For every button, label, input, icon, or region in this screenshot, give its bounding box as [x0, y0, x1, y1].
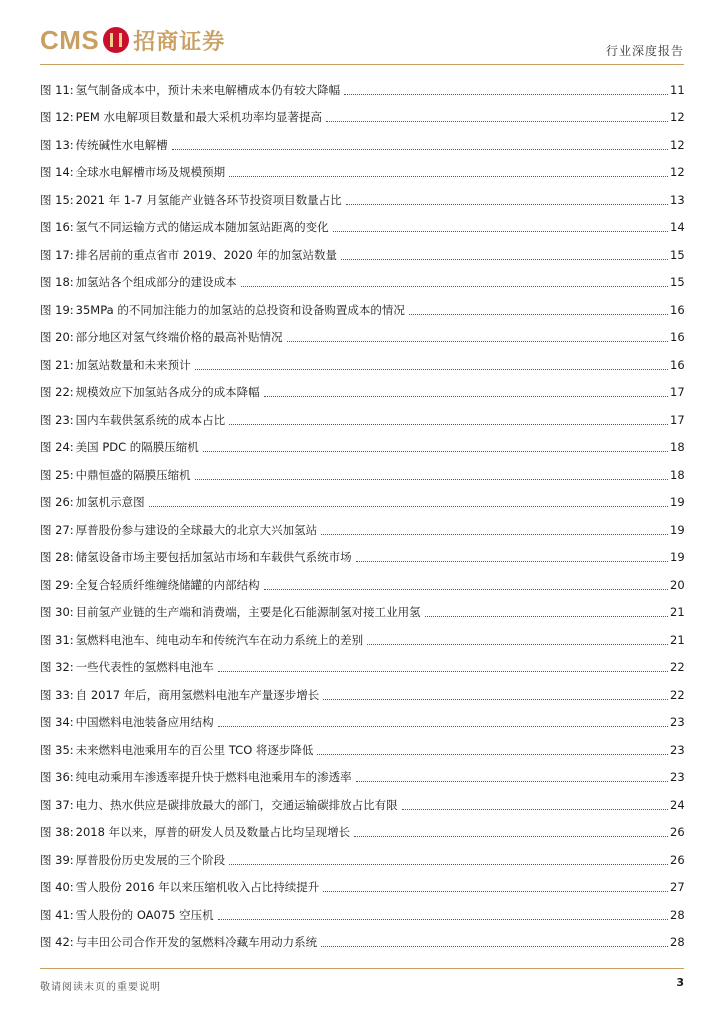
- figure-title: 雪人股份的 OA075 空压机: [75, 907, 214, 922]
- figure-title: 氢气制备成本中，预计未来电解槽成本仍有较大降幅: [75, 82, 341, 97]
- figure-number: 图 38:: [40, 825, 74, 840]
- toc-entry[interactable]: [40, 874, 684, 902]
- figure-number: 图 28:: [40, 550, 74, 565]
- dot-leader: [346, 203, 668, 205]
- figure-title: 雪人股份 2016 年以来压缩机收入占比持续提升: [75, 880, 320, 895]
- figure-page-number: 12: [670, 165, 685, 180]
- figure-number: 图 41:: [40, 907, 74, 922]
- figure-title: 自 2017 年后，商用氢燃料电池车产量逐步增长: [75, 687, 320, 702]
- dot-leader: [218, 670, 668, 672]
- toc-entry[interactable]: [40, 159, 684, 187]
- dot-leader: [287, 340, 668, 342]
- dot-leader: [149, 505, 668, 507]
- figure-number: 图 30:: [40, 605, 74, 620]
- toc-entry[interactable]: [40, 654, 684, 682]
- toc-entry[interactable]: [40, 131, 684, 159]
- page-header: [0, 0, 724, 70]
- dot-leader: [354, 835, 668, 837]
- dot-leader: [264, 395, 668, 397]
- report-type-label: 行业深度报告: [605, 44, 684, 58]
- figure-title: 目前氢产业链的生产端和消费端，主要是化石能源制氢对接工业用氢: [75, 605, 421, 620]
- figure-number: 图 37:: [40, 797, 74, 812]
- dot-leader: [218, 918, 668, 920]
- figure-number: 图 19:: [40, 302, 74, 317]
- dot-leader: [409, 313, 668, 315]
- dot-leader: [229, 423, 668, 425]
- figure-page-number: 21: [670, 632, 685, 647]
- figure-page-number: 16: [670, 302, 685, 317]
- dot-leader: [367, 643, 668, 645]
- dot-leader: [323, 890, 668, 892]
- toc-entry[interactable]: [40, 791, 684, 819]
- figure-title: 美国 PDC 的隔膜压缩机: [75, 440, 199, 455]
- figure-page-number: 28: [670, 935, 685, 950]
- figure-page-number: 20: [670, 577, 685, 592]
- figure-title: 中鼎恒盛的隔膜压缩机: [75, 467, 191, 482]
- figure-page-number: 22: [670, 687, 685, 702]
- figure-number: 图 13:: [40, 137, 74, 152]
- figure-number: 图 40:: [40, 880, 74, 895]
- toc-entry[interactable]: [40, 296, 684, 324]
- page-number: 3: [676, 976, 684, 989]
- figure-number: 图 25:: [40, 467, 74, 482]
- figure-number: 图 23:: [40, 412, 74, 427]
- dot-leader: [264, 588, 668, 590]
- figure-page-number: 26: [670, 852, 685, 867]
- dot-leader: [344, 93, 668, 95]
- figure-title: 未来燃料电池乘用车的百公里 TCO 将逐步降低: [75, 742, 314, 757]
- footer-divider: [40, 968, 684, 969]
- toc-entry[interactable]: [40, 901, 684, 929]
- figure-page-number: 18: [670, 467, 685, 482]
- dot-leader: [229, 175, 668, 177]
- toc-entry[interactable]: [40, 104, 684, 132]
- toc-entry[interactable]: [40, 544, 684, 572]
- figure-number: 图 39:: [40, 852, 74, 867]
- dot-leader: [203, 450, 668, 452]
- figure-title: 2021 年 1-7 月氢能产业链各环节投资项目数量占比: [75, 192, 342, 207]
- figure-number: 图 24:: [40, 440, 74, 455]
- figure-number: 图 11:: [40, 82, 74, 97]
- figure-number: 图 21:: [40, 357, 74, 372]
- figure-number: 图 33:: [40, 687, 74, 702]
- figure-page-number: 28: [670, 907, 685, 922]
- figure-number: 图 20:: [40, 330, 74, 345]
- figure-page-number: 23: [670, 715, 685, 730]
- figure-page-number: 18: [670, 440, 685, 455]
- figure-page-number: 13: [670, 192, 685, 207]
- figure-page-number: 23: [670, 742, 685, 757]
- figure-title: 氢气不同运输方式的储运成本随加氢站距离的变化: [75, 220, 329, 235]
- figure-page-number: 16: [670, 357, 685, 372]
- figure-number: 图 12:: [40, 110, 74, 125]
- toc-entry[interactable]: [40, 626, 684, 654]
- dot-leader: [218, 725, 668, 727]
- figure-page-number: 11: [670, 82, 685, 97]
- toc-entry[interactable]: [40, 846, 684, 874]
- figure-page-number: 26: [670, 825, 685, 840]
- toc-entry[interactable]: [40, 214, 684, 242]
- dot-leader: [229, 863, 668, 865]
- figure-page-number: 16: [670, 330, 685, 345]
- figure-title: 部分地区对氢气终端价格的最高补贴情况: [75, 330, 283, 345]
- logo-latin-text: CMS: [40, 24, 100, 55]
- figure-title: 加氢站数量和未来预计: [75, 357, 191, 372]
- toc-entry[interactable]: [40, 819, 684, 847]
- dot-leader: [341, 258, 668, 260]
- dot-leader: [356, 780, 668, 782]
- figure-title: 全复合轻质纤维缠绕储罐的内部结构: [75, 577, 260, 592]
- toc-entry[interactable]: [40, 599, 684, 627]
- dot-leader: [356, 560, 668, 562]
- figure-number: 图 32:: [40, 660, 74, 675]
- dot-leader: [333, 230, 668, 232]
- figure-title: 排名居前的重点省市 2019、2020 年的加氢站数量: [75, 247, 338, 262]
- figure-number: 图 26:: [40, 495, 74, 510]
- footer-disclaimer: 敬请阅读末页的重要说明: [40, 982, 161, 993]
- figure-title: 与丰田公司合作开发的氢燃料冷藏车用动力系统: [75, 935, 318, 950]
- figure-title: 国内车载供氢系统的成本占比: [75, 412, 226, 427]
- cms-logo: [40, 24, 225, 56]
- figure-title: 纯电动乘用车渗透率提升快于燃料电池乘用车的渗透率: [75, 770, 352, 785]
- figure-page-number: 17: [670, 412, 685, 427]
- dot-leader: [172, 148, 668, 150]
- logo-emblem-icon: [103, 27, 129, 53]
- figure-number: 图 14:: [40, 165, 74, 180]
- figure-title: 厚普股份参与建设的全球最大的北京大兴加氢站: [75, 522, 318, 537]
- toc-entry[interactable]: [40, 764, 684, 792]
- dot-leader: [195, 368, 668, 370]
- figure-number: 图 18:: [40, 275, 74, 290]
- dot-leader: [402, 808, 668, 810]
- toc-entry[interactable]: [40, 406, 684, 434]
- figure-page-number: 12: [670, 110, 685, 125]
- figure-title: 一些代表性的氢燃料电池车: [75, 660, 214, 675]
- figure-page-number: 27: [670, 880, 685, 895]
- toc-entry[interactable]: [40, 709, 684, 737]
- figure-page-number: 24: [670, 797, 685, 812]
- figure-page-number: 12: [670, 137, 685, 152]
- figure-list: [40, 76, 684, 956]
- toc-entry[interactable]: [40, 571, 684, 599]
- toc-entry[interactable]: [40, 736, 684, 764]
- figure-page-number: 17: [670, 385, 685, 400]
- figure-page-number: 21: [670, 605, 685, 620]
- figure-title: 传统碱性水电解槽: [75, 137, 168, 152]
- figure-title: 储氢设备市场主要包括加氢站市场和车载供气系统市场: [75, 550, 352, 565]
- figure-title: 2018 年以来，厚普的研发人员及数量占比均呈现增长: [75, 825, 351, 840]
- toc-entry[interactable]: [40, 76, 684, 104]
- figure-number: 图 31:: [40, 632, 74, 647]
- figure-title: 厚普股份历史发展的三个阶段: [75, 852, 226, 867]
- figure-page-number: 14: [670, 220, 685, 235]
- toc-entry[interactable]: [40, 379, 684, 407]
- figure-title: PEM 水电解项目数量和最大采机功率均显著提高: [75, 110, 322, 125]
- toc-entry[interactable]: [40, 461, 684, 489]
- figure-title: 电力、热水供应是碳排放最大的部门，交通运输碳排放占比有限: [75, 797, 398, 812]
- figure-number: 图 35:: [40, 742, 74, 757]
- toc-entry[interactable]: [40, 186, 684, 214]
- toc-entry[interactable]: [40, 351, 684, 379]
- figure-title: 全球水电解槽市场及规模预期: [75, 165, 226, 180]
- figure-number: 图 22:: [40, 385, 74, 400]
- figure-number: 图 27:: [40, 522, 74, 537]
- figure-number: 图 16:: [40, 220, 74, 235]
- figure-number: 图 36:: [40, 770, 74, 785]
- logo-chinese-text: 招商证券: [133, 29, 226, 55]
- figure-title: 加氢机示意图: [75, 495, 145, 510]
- figure-title: 规模效应下加氢站各成分的成本降幅: [75, 385, 260, 400]
- figure-number: 图 17:: [40, 247, 74, 262]
- figure-page-number: 19: [670, 522, 685, 537]
- dot-leader: [425, 615, 668, 617]
- toc-entry[interactable]: [40, 489, 684, 517]
- toc-entry[interactable]: [40, 434, 684, 462]
- figure-number: 图 34:: [40, 715, 74, 730]
- figure-title: 加氢站各个组成部分的建设成本: [75, 275, 237, 290]
- figure-number: 图 42:: [40, 935, 74, 950]
- figure-title: 氢燃料电池车、纯电动车和传统汽车在动力系统上的差别: [75, 632, 364, 647]
- toc-entry[interactable]: [40, 516, 684, 544]
- toc-entry[interactable]: [40, 324, 684, 352]
- figure-page-number: 15: [670, 275, 685, 290]
- dot-leader: [241, 285, 668, 287]
- toc-entry[interactable]: [40, 929, 684, 957]
- figure-title: 中国燃料电池装备应用结构: [75, 715, 214, 730]
- figure-page-number: 19: [670, 495, 685, 510]
- figure-page-number: 19: [670, 550, 685, 565]
- header-divider: [40, 64, 684, 65]
- figure-number: 图 15:: [40, 192, 74, 207]
- dot-leader: [195, 478, 668, 480]
- figure-title: 35MPa 的不同加注能力的加氢站的总投资和设备购置成本的情况: [75, 302, 405, 317]
- figure-page-number: 15: [670, 247, 685, 262]
- dot-leader: [323, 698, 668, 700]
- dot-leader: [321, 945, 668, 947]
- dot-leader: [326, 120, 668, 122]
- dot-leader: [317, 753, 668, 755]
- figure-number: 图 29:: [40, 577, 74, 592]
- figure-page-number: 23: [670, 770, 685, 785]
- toc-entry[interactable]: [40, 241, 684, 269]
- dot-leader: [321, 533, 668, 535]
- toc-entry[interactable]: [40, 269, 684, 297]
- toc-entry[interactable]: [40, 681, 684, 709]
- figure-page-number: 22: [670, 660, 685, 675]
